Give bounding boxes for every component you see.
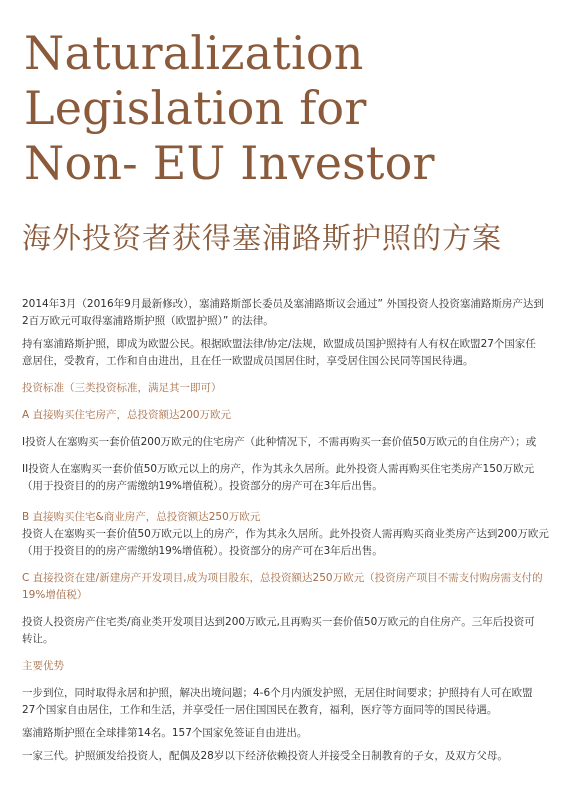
page-title-en <box>24 26 435 191</box>
option-a-heading: A 直接购买住宅房产，总投资额达200万欧元 <box>22 409 232 421</box>
title-line-1: Naturalization <box>24 26 364 80</box>
option-c-line-2: 转让。 <box>22 633 54 645</box>
option-c-heading-line-2: 19%增值税） <box>22 589 88 601</box>
advantage-1-line-2: 27个国家自由居住，工作和生活，并享受任一居住国国民在教育，福利，医疗等方面同等的国民待遇。 <box>22 704 498 716</box>
option-b-line-1: 投资人在塞购买一套价值50万欧元以上的房产，作为其永久居所。此外投资人需再购买商业类房产达到200万欧元 <box>22 528 549 540</box>
advantages-heading: 主要优势 <box>22 660 64 672</box>
advantage-1-line-1: 一步到位，同时取得永居和护照，解决出境问题；4-6个月内颁发护照，无居住时间要求；护照持有人可在欧盟 <box>22 687 533 699</box>
option-a-item-2-line-2: （用于投资目的的房产需缴纳19%增值税）。投资部分的房产可在3年后出售。 <box>22 480 383 492</box>
advantage-2: 塞浦路斯护照在全球排第14名。157个国家免签证自由进出。 <box>22 727 308 739</box>
page-title-zh: 海外投资者获得塞浦路斯护照的方案 <box>22 221 503 255</box>
criteria-heading: 投资标准（三类投资标准，满足其一即可） <box>22 382 222 394</box>
citizen-line-1: 持有塞浦路斯护照，即成为欧盟公民。根据欧盟法律/协定/法规，欧盟成员国护照持有人有权在欧盟27个国家任 <box>22 338 536 350</box>
intro-line-1: 2014年3月（2016年9月最新修改），塞浦路斯部长委员及塞浦路斯议会通过” 外国投资人投资塞浦路斯房产达到 <box>22 298 544 310</box>
option-c-heading-line-1: C 直接投资在建/新建房产开发项目,成为项目股东，总投资额达250万欧元（投资房产项目不需支付购房需支付的 <box>22 572 543 584</box>
option-a-item-2-line-1: II投资人在塞购买一套价值50万欧元以上的房产，作为其永久居所。此外投资人需再购买住宅类房产150万欧元 <box>22 463 535 475</box>
option-a-item-1: I投资人在塞购买一套价值200万欧元的住宅房产（此种情况下，不需再购买一套价值50万欧元的自住房产）；或 <box>22 436 537 448</box>
title-line-3: Non- EU Investor <box>24 136 435 190</box>
option-b-line-2: （用于投资目的的房产需缴纳19%增值税）。投资部分的房产可在3年后出售。 <box>22 545 383 557</box>
intro-line-2: 2百万欧元可取得塞浦路斯护照（欧盟护照）” 的法律。 <box>22 315 274 327</box>
option-b-heading: B 直接购买住宅&商业房产，总投资额达250万欧元 <box>22 511 261 523</box>
citizen-line-2: 意居住，受教育，工作和自由进出，且在任一欧盟成员国居住时，享受居住国公民同等国民待遇。 <box>22 355 474 367</box>
advantage-3: 一家三代。护照颁发给投资人，配偶及28岁以下经济依赖投资人并接受全日制教育的子女，及双方父母。 <box>22 750 508 762</box>
title-line-2: Legislation for <box>24 81 367 135</box>
option-c-line-1: 投资人投资房产住宅类/商业类开发项目达到200万欧元,且再购买一套价值50万欧元的自住房产。三年后投资可 <box>22 616 535 628</box>
document-body <box>22 296 568 765</box>
